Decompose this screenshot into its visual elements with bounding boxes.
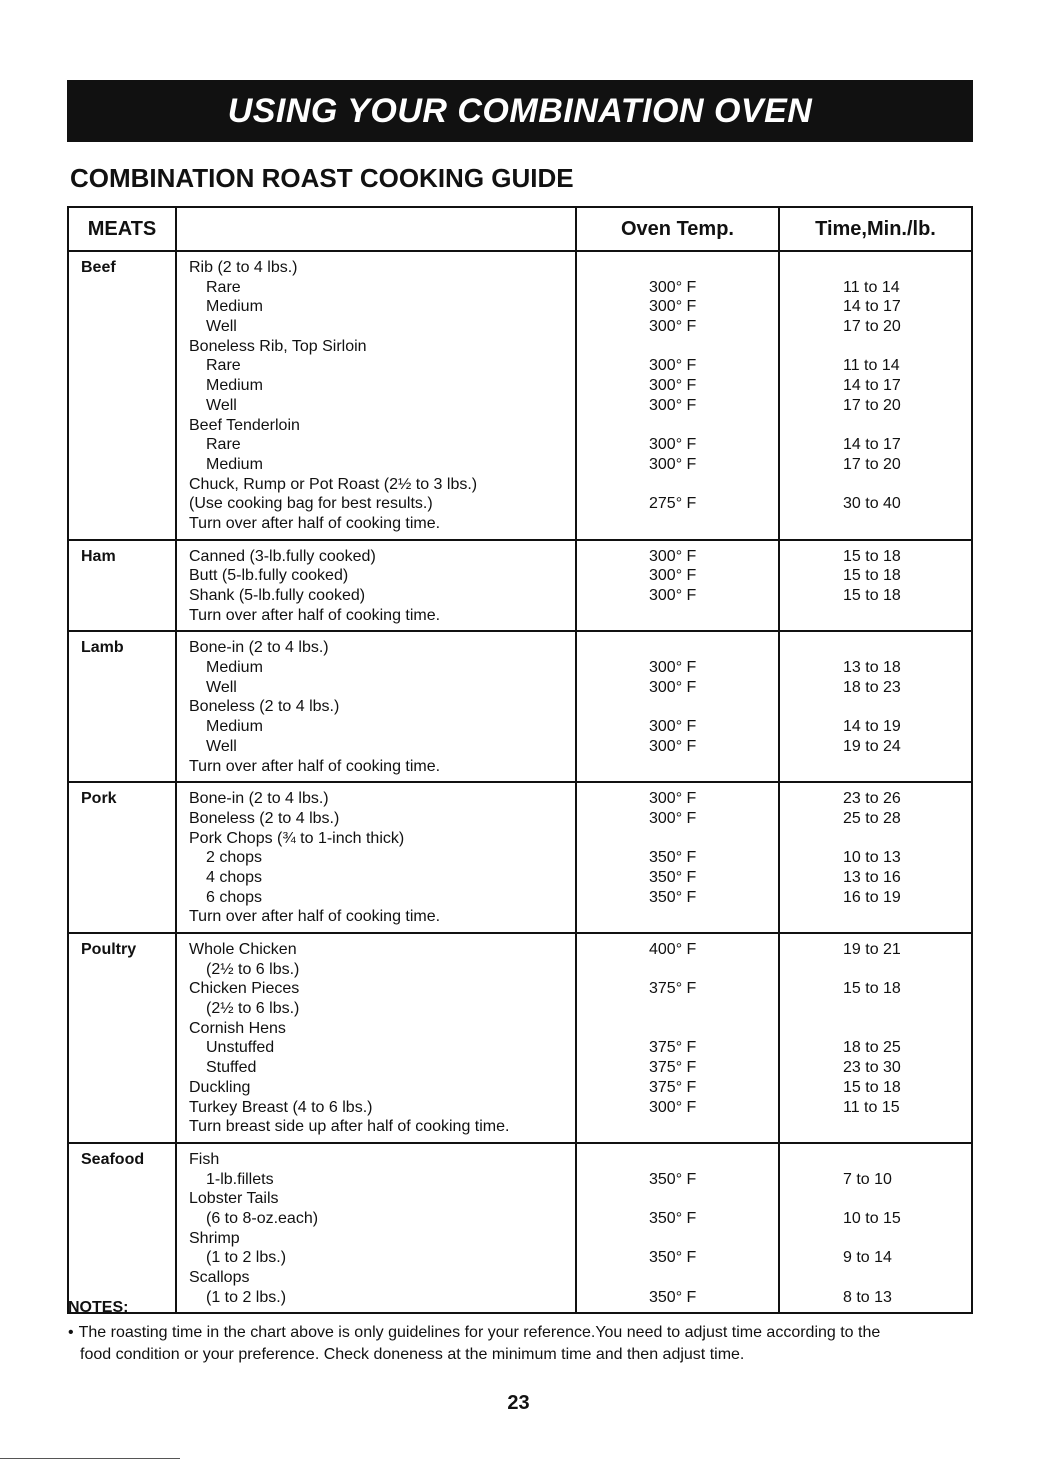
item-label: Chuck, Rump or Pot Roast (2½ to 3 lbs.) <box>189 475 478 493</box>
temp-column <box>577 934 780 1142</box>
oven-temp-value: 400° F <box>649 941 697 958</box>
oven-temp-value: 350° F <box>649 1249 697 1267</box>
oven-temp-value: 300° F <box>649 678 697 696</box>
time-value <box>843 337 971 357</box>
item-label: Boneless Rib, Top Sirloin <box>189 337 367 355</box>
item-column <box>177 934 577 1142</box>
item-label: Turn breast side up after half of cooking time. <box>189 1118 510 1136</box>
oven-temp-value: 350° F <box>649 1288 697 1306</box>
time-value: 14 to 17 <box>843 377 901 395</box>
table-body <box>69 252 971 1312</box>
page-banner <box>67 80 973 142</box>
time-value: 15 to 18 <box>843 547 901 565</box>
oven-temp-value: 275° F <box>649 495 697 513</box>
item-label: Unstuffed <box>206 1039 275 1057</box>
item-label: Fish <box>189 1150 220 1168</box>
page-number: 23 <box>507 1392 530 1414</box>
item-label: Well <box>206 396 237 414</box>
time-value: 23 to 30 <box>843 1059 901 1077</box>
time-column <box>780 1144 971 1313</box>
time-value <box>843 757 971 777</box>
oven-temp-value: 350° F <box>649 888 697 906</box>
section-lamb <box>69 632 971 783</box>
temp-column <box>577 1144 780 1313</box>
item-label: Medium <box>206 377 263 395</box>
item-column <box>177 783 577 932</box>
oven-temp-value: 300° F <box>649 357 697 375</box>
meat-category: Seafood <box>69 1144 177 1313</box>
time-value: 15 to 18 <box>843 567 901 585</box>
item-label: Beef Tenderloin <box>189 416 300 434</box>
header-item <box>177 208 577 250</box>
item-column <box>177 1144 577 1313</box>
time-value <box>843 258 971 278</box>
oven-temp-value <box>649 258 778 278</box>
item-label: Bone-in (2 to 4 lbs.) <box>189 639 329 657</box>
time-value: 11 to 14 <box>843 357 900 375</box>
notes-line-2: food condition or your preference. Check doneness at the minimum time and then adjust time. <box>80 1346 745 1363</box>
oven-temp-value: 350° F <box>649 1209 697 1227</box>
item-label: 1-lb.fillets <box>206 1170 274 1188</box>
meat-category: Ham <box>69 541 177 631</box>
time-value: 13 to 16 <box>843 868 901 886</box>
temp-column <box>577 252 780 539</box>
oven-temp-value <box>649 1229 778 1249</box>
time-value <box>843 829 971 849</box>
time-value: 17 to 20 <box>843 455 901 473</box>
oven-temp-value <box>649 1117 778 1137</box>
oven-temp-value: 375° F <box>649 1039 697 1057</box>
oven-temp-value: 300° F <box>649 737 697 755</box>
time-value: 19 to 21 <box>843 941 901 958</box>
oven-temp-value: 300° F <box>649 396 697 414</box>
time-column <box>780 252 971 539</box>
item-label: (Use cooking bag for best results.) <box>189 495 433 513</box>
time-value: 18 to 23 <box>843 678 901 696</box>
temp-column <box>577 541 780 631</box>
item-label: Lobster Tails <box>189 1190 279 1208</box>
header-time: Time,Min./lb. <box>815 217 936 240</box>
cooking-guide-table <box>67 206 973 1314</box>
time-column <box>780 541 971 631</box>
table-header <box>69 208 971 252</box>
time-column <box>780 934 971 1142</box>
oven-temp-value <box>649 999 778 1019</box>
notes-text <box>68 1322 978 1366</box>
oven-temp-value <box>649 757 778 777</box>
header-meats: MEATS <box>69 208 177 250</box>
oven-temp-value: 300° F <box>649 659 697 677</box>
item-label: (1 to 2 lbs.) <box>206 1288 287 1306</box>
time-value: 15 to 18 <box>843 587 901 604</box>
oven-temp-value <box>649 1189 778 1209</box>
oven-temp-value <box>649 337 778 357</box>
item-label: Medium <box>206 298 263 316</box>
oven-temp-value <box>649 1019 778 1039</box>
time-value <box>843 1268 971 1288</box>
item-label: Rib (2 to 4 lbs.) <box>189 259 298 276</box>
item-label: Rare <box>206 357 241 375</box>
header-oven-temp: Oven Temp. <box>577 208 780 250</box>
time-value: 14 to 17 <box>843 436 901 454</box>
time-value: 11 to 15 <box>843 1098 900 1116</box>
item-label: (1 to 2 lbs.) <box>206 1249 287 1267</box>
item-label: Turn over after half of cooking time. <box>189 606 441 624</box>
item-label: Medium <box>206 718 263 736</box>
item-label: Turn over after half of cooking time. <box>189 514 441 532</box>
item-label: Whole Chicken <box>189 941 297 958</box>
item-label: Rare <box>206 436 241 454</box>
oven-temp-value: 350° F <box>649 849 697 867</box>
oven-temp-value <box>649 1268 778 1288</box>
item-label: 6 chops <box>206 888 263 906</box>
item-label: Medium <box>206 455 263 473</box>
meat-category: Pork <box>69 783 177 932</box>
oven-temp-value: 375° F <box>649 1059 697 1077</box>
oven-temp-value: 300° F <box>649 436 697 454</box>
item-label: Chicken Pieces <box>189 980 300 998</box>
time-value: 15 to 18 <box>843 980 901 998</box>
time-value: 17 to 20 <box>843 396 901 414</box>
bottom-rule <box>0 1458 180 1459</box>
time-value <box>843 606 971 626</box>
oven-temp-value: 350° F <box>649 1170 697 1188</box>
oven-temp-value: 350° F <box>649 868 697 886</box>
time-value <box>843 514 971 534</box>
banner-title: USING YOUR COMBINATION OVEN <box>227 91 813 130</box>
notes-line-1: The roasting time in the chart above is only guidelines for your reference.You need to adjust time according to the <box>78 1324 881 1341</box>
item-label: Duckling <box>189 1078 251 1096</box>
item-label: Turn over after half of cooking time. <box>189 757 441 775</box>
time-value <box>843 907 971 927</box>
section-seafood <box>69 1144 971 1313</box>
oven-temp-value: 375° F <box>649 1078 697 1096</box>
oven-temp-value <box>649 1150 778 1170</box>
section-ham <box>69 541 971 633</box>
oven-temp-value <box>649 960 778 980</box>
time-value <box>843 1019 971 1039</box>
item-label: Stuffed <box>206 1059 257 1077</box>
time-value <box>843 638 971 658</box>
oven-temp-value <box>649 829 778 849</box>
time-value: 16 to 19 <box>843 888 901 906</box>
time-value <box>843 960 971 980</box>
oven-temp-value <box>649 416 778 436</box>
temp-column <box>577 783 780 932</box>
section-poultry <box>69 934 971 1144</box>
oven-temp-value: 300° F <box>649 1098 697 1116</box>
time-value <box>843 1117 971 1137</box>
time-value: 15 to 18 <box>843 1078 901 1096</box>
meat-category: Beef <box>69 252 177 539</box>
oven-temp-value: 300° F <box>649 455 697 473</box>
item-column <box>177 541 577 631</box>
time-value: 11 to 14 <box>843 278 900 296</box>
time-value: 7 to 10 <box>843 1170 892 1188</box>
item-label: Cornish Hens <box>189 1019 286 1037</box>
item-label: Shank (5-lb.fully cooked) <box>189 587 366 604</box>
oven-temp-value: 300° F <box>649 278 697 296</box>
time-value: 23 to 26 <box>843 790 901 808</box>
item-label: Rare <box>206 278 241 296</box>
notes-title: NOTES: <box>68 1299 129 1316</box>
oven-temp-value: 300° F <box>649 318 697 336</box>
time-value: 30 to 40 <box>843 495 901 513</box>
item-label: 2 chops <box>206 849 263 867</box>
item-label: 4 chops <box>206 868 263 886</box>
time-value <box>843 475 971 495</box>
oven-temp-value: 300° F <box>649 377 697 395</box>
section-title: COMBINATION ROAST COOKING GUIDE <box>70 163 574 193</box>
oven-temp-value <box>649 907 778 927</box>
oven-temp-value: 375° F <box>649 980 697 998</box>
oven-temp-value: 300° F <box>649 809 697 827</box>
time-value <box>843 999 971 1019</box>
item-label: Scallops <box>189 1269 250 1286</box>
section-pork <box>69 783 971 934</box>
item-label: Well <box>206 737 237 755</box>
notes-bullet: • <box>68 1324 74 1341</box>
item-label: Well <box>206 678 237 696</box>
oven-temp-value: 300° F <box>649 547 697 565</box>
time-value: 14 to 17 <box>843 298 901 316</box>
time-column <box>780 783 971 932</box>
item-column <box>177 632 577 781</box>
item-column <box>177 252 577 539</box>
time-value: 8 to 13 <box>843 1288 892 1306</box>
item-label: Boneless (2 to 4 lbs.) <box>189 809 340 827</box>
time-value: 10 to 15 <box>843 1209 901 1227</box>
time-value: 14 to 19 <box>843 718 901 736</box>
item-label: Well <box>206 318 237 336</box>
time-value: 18 to 25 <box>843 1039 901 1057</box>
time-value: 10 to 13 <box>843 849 901 867</box>
oven-temp-value <box>649 606 778 626</box>
meat-category: Lamb <box>69 632 177 781</box>
oven-temp-value: 300° F <box>649 567 697 585</box>
item-label: Turkey Breast (4 to 6 lbs.) <box>189 1098 373 1116</box>
item-label: Boneless (2 to 4 lbs.) <box>189 698 340 716</box>
item-label: (2½ to 6 lbs.) <box>206 960 300 978</box>
temp-column <box>577 632 780 781</box>
oven-temp-value: 300° F <box>649 587 697 604</box>
time-value <box>843 1229 971 1249</box>
oven-temp-value: 300° F <box>649 298 697 316</box>
time-value: 17 to 20 <box>843 318 901 336</box>
item-label: Shrimp <box>189 1229 240 1247</box>
item-label: Pork Chops (¾ to 1-inch thick) <box>189 829 405 847</box>
item-label: (2½ to 6 lbs.) <box>206 1000 300 1018</box>
time-value <box>843 697 971 717</box>
time-value <box>843 416 971 436</box>
section-beef <box>69 252 971 541</box>
time-column <box>780 632 971 781</box>
item-label: Butt (5-lb.fully cooked) <box>189 567 349 585</box>
time-value <box>843 1189 971 1209</box>
time-value <box>843 1150 971 1170</box>
item-label: Bone-in (2 to 4 lbs.) <box>189 790 329 808</box>
item-label: Medium <box>206 659 263 677</box>
time-value: 9 to 14 <box>843 1249 892 1267</box>
time-value: 13 to 18 <box>843 659 901 677</box>
oven-temp-value: 300° F <box>649 790 697 808</box>
item-label: (6 to 8-oz.each) <box>206 1209 319 1227</box>
time-value: 19 to 24 <box>843 737 901 755</box>
oven-temp-value <box>649 514 778 534</box>
item-label: Turn over after half of cooking time. <box>189 908 441 926</box>
item-label: Canned (3-lb.fully cooked) <box>189 547 376 565</box>
oven-temp-value <box>649 638 778 658</box>
meat-category: Poultry <box>69 934 177 1142</box>
oven-temp-value <box>649 475 778 495</box>
oven-temp-value: 300° F <box>649 718 697 736</box>
oven-temp-value <box>649 697 778 717</box>
time-value: 25 to 28 <box>843 809 901 827</box>
